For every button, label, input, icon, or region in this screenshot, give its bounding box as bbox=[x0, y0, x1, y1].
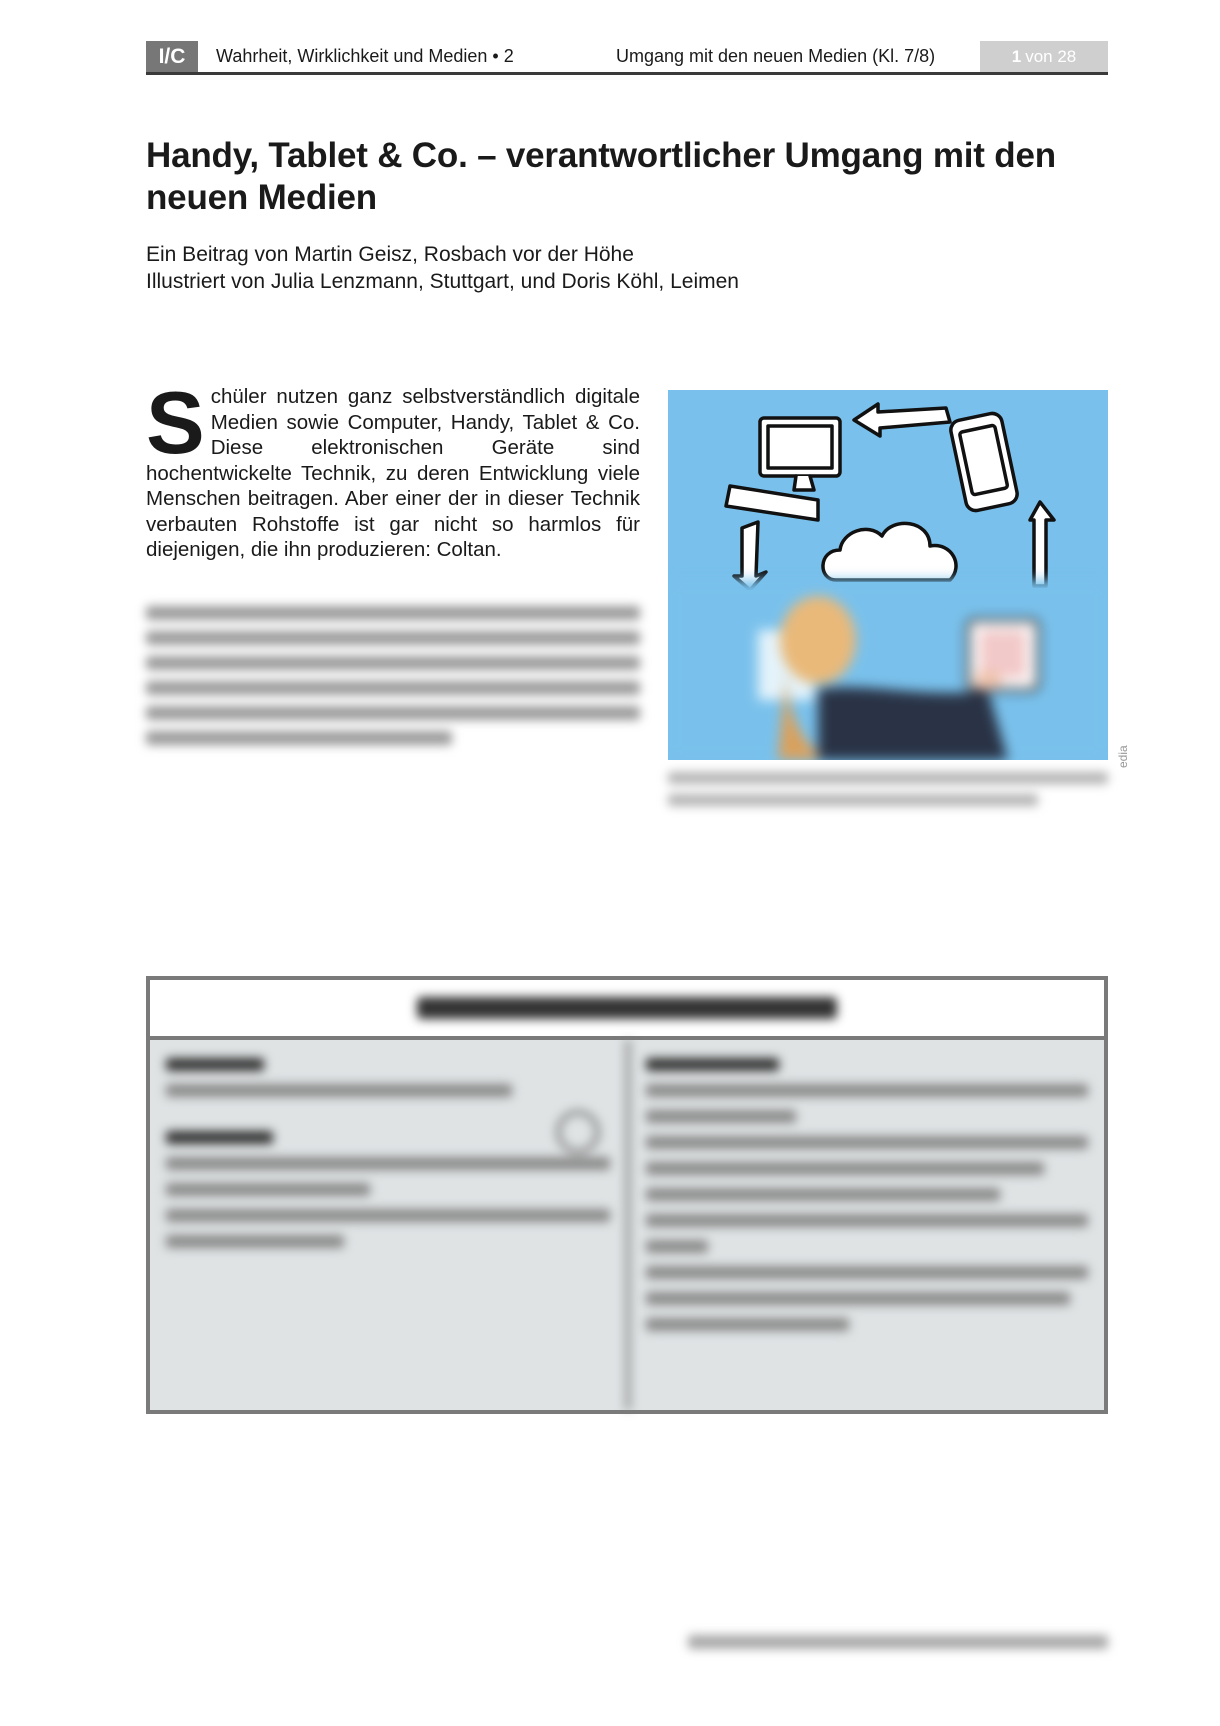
overview-heading-blurred bbox=[150, 980, 1104, 1040]
byline-author: Ein Beitrag von Martin Geisz, Rosbach vor der Höhe bbox=[146, 243, 634, 266]
abstract-paragraph-blurred bbox=[146, 606, 640, 745]
girl-with-tablet-blurred bbox=[668, 580, 1108, 760]
overview-details-blurred bbox=[150, 1040, 630, 1410]
devices-cycle-drawing bbox=[668, 390, 1108, 590]
overview-box bbox=[146, 976, 1108, 1414]
info-icon bbox=[556, 1110, 600, 1154]
series-title: Wahrheit, Wirklichkeit und Medien • 2 bbox=[216, 46, 514, 66]
overview-competencies-blurred bbox=[630, 1040, 1104, 1410]
image-caption-blurred bbox=[668, 772, 1108, 806]
unit-title: Umgang mit den neuen Medien (Kl. 7/8) bbox=[616, 46, 936, 66]
intro-text: chüler nutzen ganz selbstverständlich digitale Medien sowie Computer, Handy, Tablet & Co. Diese elektronischen Geräte sind hochentwickelte Technik, zu deren Entwicklung viele Menschen beitragen. Aber einer der in dieser Technik verbauten Rohstoffe ist gar nicht so harmlos für diejenigen, die ihn produzieren: Coltan. bbox=[146, 385, 640, 561]
running-header bbox=[146, 41, 1108, 75]
device-illustration bbox=[668, 390, 1108, 760]
footer-blurred bbox=[688, 1635, 1108, 1649]
drop-cap: S bbox=[146, 373, 205, 472]
section-label: I/C bbox=[146, 41, 198, 72]
article-title: Handy, Tablet & Co. – verantwortlicher Umgang mit den neuen Medien bbox=[146, 136, 1056, 217]
photo-credit bbox=[1112, 548, 1130, 768]
arrow-up-icon bbox=[1030, 502, 1054, 586]
byline-illustrators: Illustriert von Julia Lenzmann, Stuttgart, und Doris Köhl, Leimen bbox=[146, 270, 739, 293]
page-current: 1 bbox=[1011, 46, 1022, 66]
byline bbox=[146, 241, 739, 295]
photo-credit-text: edia bbox=[1116, 745, 1130, 768]
arrow-left-icon bbox=[854, 404, 950, 436]
page-total: von 28 bbox=[1025, 46, 1077, 66]
intro-paragraph bbox=[146, 373, 640, 563]
page-indicator bbox=[980, 41, 1108, 72]
cloud-icon bbox=[823, 523, 956, 580]
